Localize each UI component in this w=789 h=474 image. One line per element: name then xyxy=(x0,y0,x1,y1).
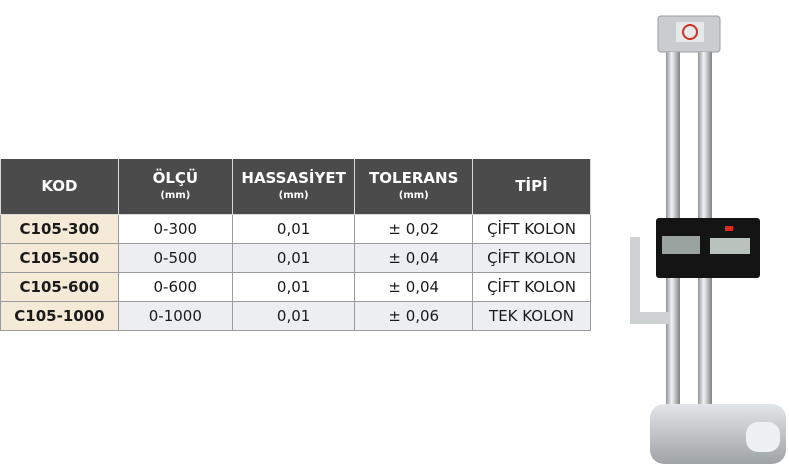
header-tipi xyxy=(473,159,591,215)
cell-olcu: 0-300 xyxy=(118,215,232,244)
cell-tolerans: ± 0,04 xyxy=(355,273,473,302)
table-row xyxy=(1,302,591,331)
header-tolerans xyxy=(355,159,473,215)
header-unit: (mm) xyxy=(160,189,191,201)
cell-tolerans: ± 0,02 xyxy=(355,215,473,244)
cell-kod: C105-300 xyxy=(1,215,119,244)
cell-tipi: TEK KOLON xyxy=(473,302,591,331)
cell-tipi: ÇİFT KOLON xyxy=(473,215,591,244)
cell-tolerans: ± 0,06 xyxy=(355,302,473,331)
cell-tipi: ÇİFT KOLON xyxy=(473,244,591,273)
cell-kod: C105-1000 xyxy=(1,302,119,331)
cell-tipi: ÇİFT KOLON xyxy=(473,273,591,302)
header-label: TİPİ xyxy=(515,177,548,195)
cell-tolerans: ± 0,04 xyxy=(355,244,473,273)
header-hassasiyet xyxy=(232,159,355,215)
header-unit: (mm) xyxy=(278,189,309,201)
header-label: TOLERANS xyxy=(369,168,459,187)
cell-olcu: 0-600 xyxy=(118,273,232,302)
cell-hassasiyet: 0,01 xyxy=(232,215,355,244)
header-olcu xyxy=(118,159,232,215)
cell-kod: C105-600 xyxy=(1,273,119,302)
header-kod xyxy=(1,159,119,215)
cell-hassasiyet: 0,01 xyxy=(232,244,355,273)
header-label: KOD xyxy=(41,177,78,195)
cell-hassasiyet: 0,01 xyxy=(232,302,355,331)
header-label: HASSASİYET xyxy=(241,168,346,187)
cell-kod: C105-500 xyxy=(1,244,119,273)
table-row xyxy=(1,215,591,244)
cell-olcu: 0-1000 xyxy=(118,302,232,331)
product-spec-table xyxy=(0,159,591,331)
height-gauge-product-image xyxy=(626,12,786,472)
table-row xyxy=(1,273,591,302)
table-header-row xyxy=(1,159,591,215)
header-unit: (mm) xyxy=(398,189,429,201)
cell-olcu: 0-500 xyxy=(118,244,232,273)
header-label: ÖLÇÜ xyxy=(152,168,199,187)
cell-hassasiyet: 0,01 xyxy=(232,273,355,302)
table-row xyxy=(1,244,591,273)
